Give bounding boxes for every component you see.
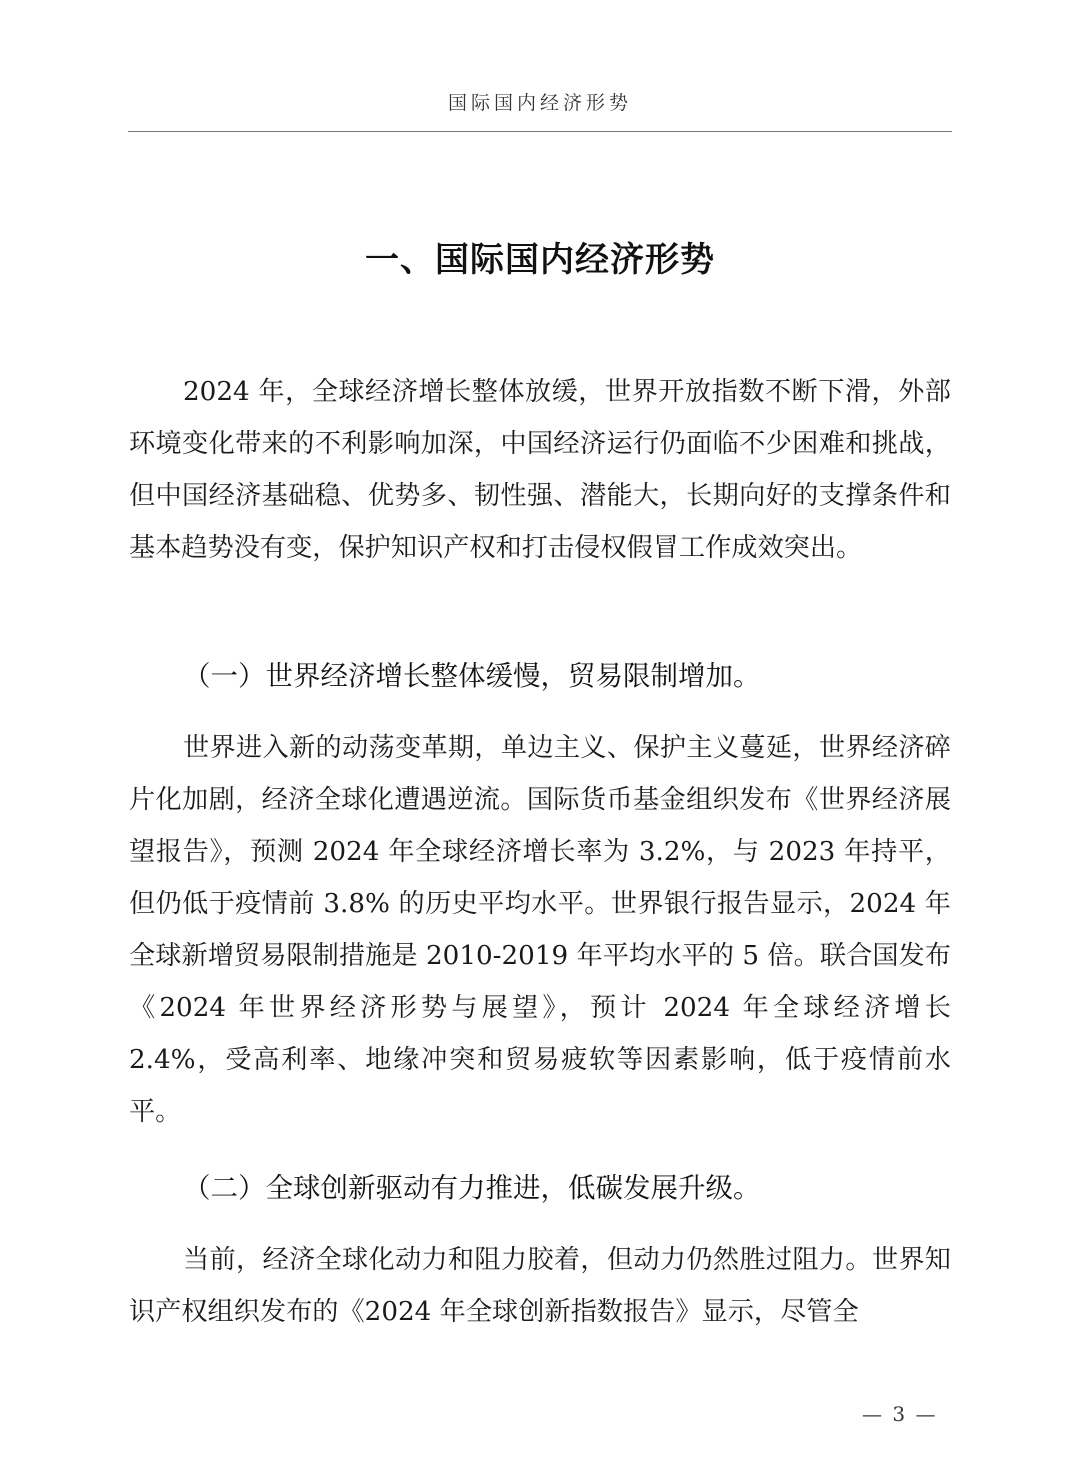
intro-paragraph: 2024 年，全球经济增长整体放缓，世界开放指数不断下滑，外部环境变化带来的不利影响加深，中国经济运行仍面临不少困难和挑战，但中国经济基础稳、优势多、韧性强、潜能大，长期向好的支撑条件和基本趋势没有变，保护知识产权和打击侵权假冒工作成效突出。 — [129, 377, 951, 563]
section-1-paragraph: 世界进入新的动荡变革期，单边主义、保护主义蔓延，世界经济碎片化加剧，经济全球化遭遇逆流。国际货币基金组织发布《世界经济展望报告》，预测 2024 年全球经济增长率为 3.2%，与 2023 年持平，但仍低于疫情前 3.8% 的历史平均水平。世界银行报告显示，2024 年全球新增贸易限制措施是 2010-2019 年平均水平的 5 倍。联合国发布《2024 年世界经济形势与展望》，预计 2024 年全球经济增长 2.4%，受高利率、地缘冲突和贸易疲软等因素影响，低于疫情前水平。 — [129, 733, 951, 1127]
section-heading-1: （一）世界经济增长整体缓慢，贸易限制增加。 — [183, 660, 761, 692]
running-header: 国际国内经济形势 — [447, 92, 632, 114]
page-title: 一、国际国内经济形势 — [365, 240, 715, 280]
section-heading-2: （二）全球创新驱动有力推进，低碳发展升级。 — [183, 1172, 761, 1204]
page-number: — 3 — — [862, 1402, 938, 1426]
header-divider — [128, 131, 952, 132]
section-2-paragraph: 当前，经济全球化动力和阻力胶着，但动力仍然胜过阻力。世界知识产权组织发布的《2024 年全球创新指数报告》显示，尽管全 — [129, 1245, 951, 1327]
